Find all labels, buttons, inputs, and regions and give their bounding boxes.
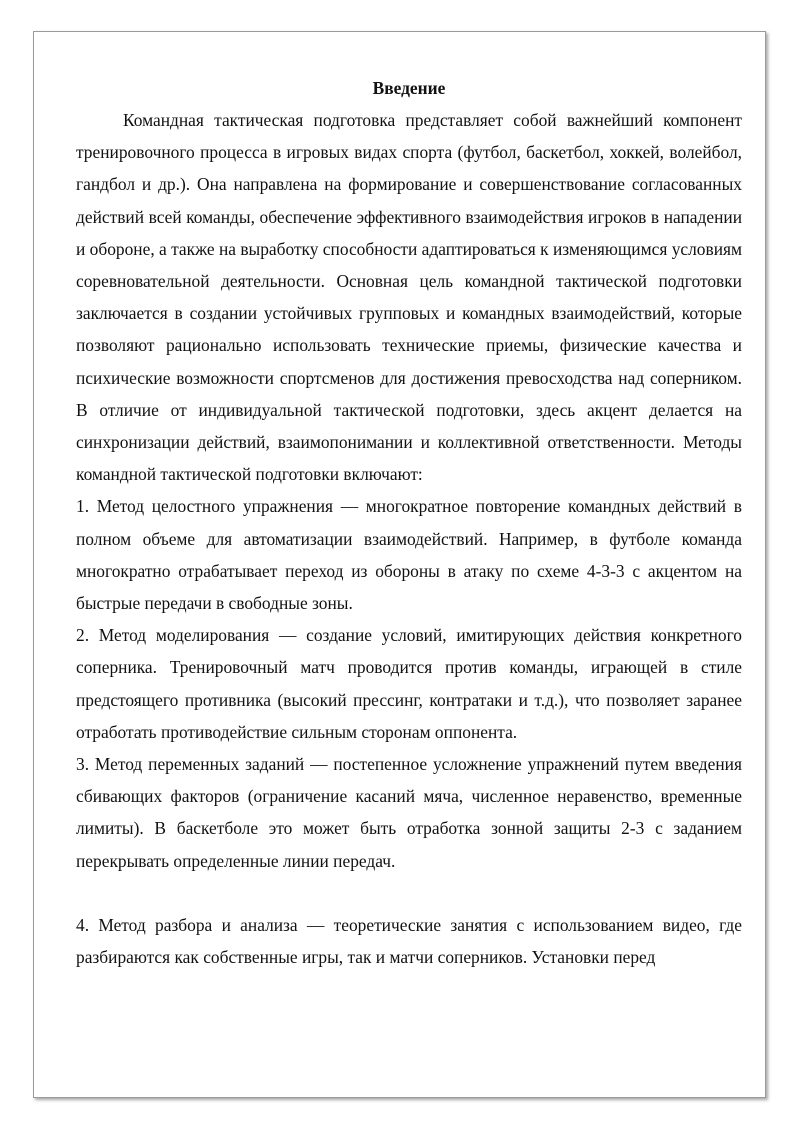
document-body bbox=[76, 72, 742, 973]
intro-paragraph: Командная тактическая подготовка представляет собой важнейший компонент тренировочного процесса в игровых видах спорта (футбол, баскетбол, хоккей, волейбол, гандбол и др.). Она направлена на формирование и совершенствование согласованных действий всей команды, обеспечение эффективного взаимодействия игроков в нападении и обороне, а также на выработку способности адаптироваться к изменяющимся условиям соревновательной деятельности. Основная цель командной тактической подготовки заключается в создании устойчивых групповых и командных взаимодействий, которые позволяют рационально использовать технические приемы, физические качества и психические возможности спортсменов для достижения превосходства над соперником. В отличие от индивидуальной тактической подготовки, здесь акцент делается на синхронизации действий, взаимопонимании и коллективной ответственности. Методы командной тактической подготовки включают: bbox=[76, 110, 742, 485]
method-item-3: 3. Метод переменных заданий — постепенное усложнение упражнений путем введения сбивающих факторов (ограничение касаний мяча, численное неравенство, временные лимиты). В баскетболе это может быть отработка зонной защиты 2-3 с заданием перекрывать определенные линии передач. bbox=[76, 754, 742, 871]
method-item-2: 2. Метод моделирования — создание условий, имитирующих действия конкретного соперника. Тренировочный матч проводится против команды, играющей в стиле предстоящего противника (высокий прессинг, контратаки и т.д.), что позволяет заранее отработать противодействие сильным сторонам оппонента. bbox=[76, 625, 742, 742]
empty-line bbox=[76, 877, 742, 909]
method-item-1: 1. Метод целостного упражнения — многократное повторение командных действий в полном объеме для автоматизации взаимодействий. Например, в футболе команда многократно отрабатывает переход из обороны в атаку по схеме 4-3-3 с акцентом на быстрые передачи в свободные зоны. bbox=[76, 496, 742, 614]
method-item-4: 4. Метод разбора и анализа — теоретические занятия с использованием видео, где разбираются как собственные игры, так и матчи соперников. Установки перед bbox=[76, 914, 742, 968]
document-heading: Введение bbox=[372, 78, 446, 98]
